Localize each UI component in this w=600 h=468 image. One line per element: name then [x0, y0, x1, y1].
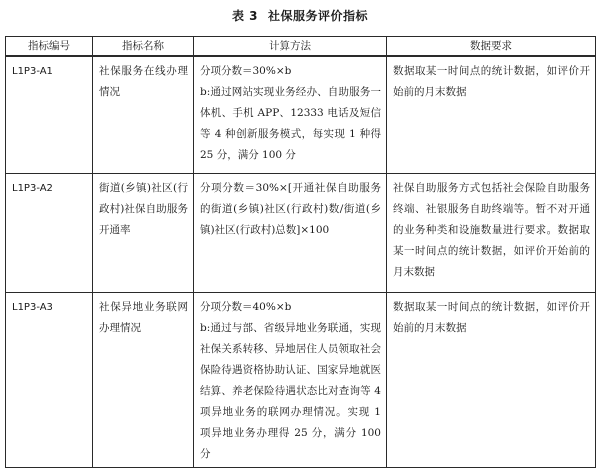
indicator-name: 社保服务在线办理情况: [93, 56, 194, 174]
header-code: 指标编号: [6, 37, 93, 57]
calculation-method: [194, 56, 387, 174]
indicator-code: L1P3-A2: [6, 174, 93, 293]
indicator-name: 社保异地业务联网办理情况: [93, 293, 194, 468]
formula: 分项分数＝40%×b: [200, 301, 292, 313]
table-row: [6, 293, 596, 468]
formula: 分项分数＝30%×[开通社保自助服务的街道(乡镇)社区(行政村)数/街道(乡镇)社区(行政村)总数]×100: [200, 182, 381, 236]
calculation-method: [194, 293, 387, 468]
table-header-row: [6, 37, 596, 57]
indicator-name: 街道(乡镇)社区(行政村)社保自助服务开通率: [93, 174, 194, 293]
table-caption: [0, 7, 600, 24]
header-requirement: 数据要求: [387, 37, 596, 57]
table-row: [6, 174, 596, 293]
data-requirement: 数据取某一时间点的统计数据，如评价开始前的月末数据: [387, 293, 596, 468]
indicator-code: L1P3-A1: [6, 56, 93, 174]
table-title: 社保服务评价指标: [268, 9, 369, 23]
formula: 分项分数＝30%×b: [200, 65, 292, 77]
indicator-code: L1P3-A3: [6, 293, 93, 468]
table-number: 表 3: [231, 9, 258, 23]
data-requirement: 数据取某一时间点的统计数据，如评价开始前的月末数据: [387, 56, 596, 174]
table-row: [6, 56, 596, 174]
formula-description: b:通过网站实现业务经办、自助服务一体机、手机 APP、12333 电话及短信等 4 种创新服务模式，每实现 1 种得 25 分，满分 100 分: [200, 86, 381, 161]
header-method: 计算方法: [194, 37, 387, 57]
calculation-method: [194, 174, 387, 293]
formula-description: b:通过与部、省级异地业务联通，实现社保关系转移、异地居住人员领取社会保险待遇资格协助认证、国家异地就医结算、养老保险待遇状态比对查询等 4 项异地业务的联网办理情况。实现 1 项异地业务办理得 25 分，满分 100 分: [200, 322, 381, 460]
data-requirement: 社保自助服务方式包括社会保险自助服务终端、社银服务自助终端等。暂不对开通的业务种类和设施数量进行要求。数据取某一时间点的统计数据，如评价开始前的月末数据: [387, 174, 596, 293]
indicator-table: [5, 36, 596, 468]
header-name: 指标名称: [93, 37, 194, 57]
